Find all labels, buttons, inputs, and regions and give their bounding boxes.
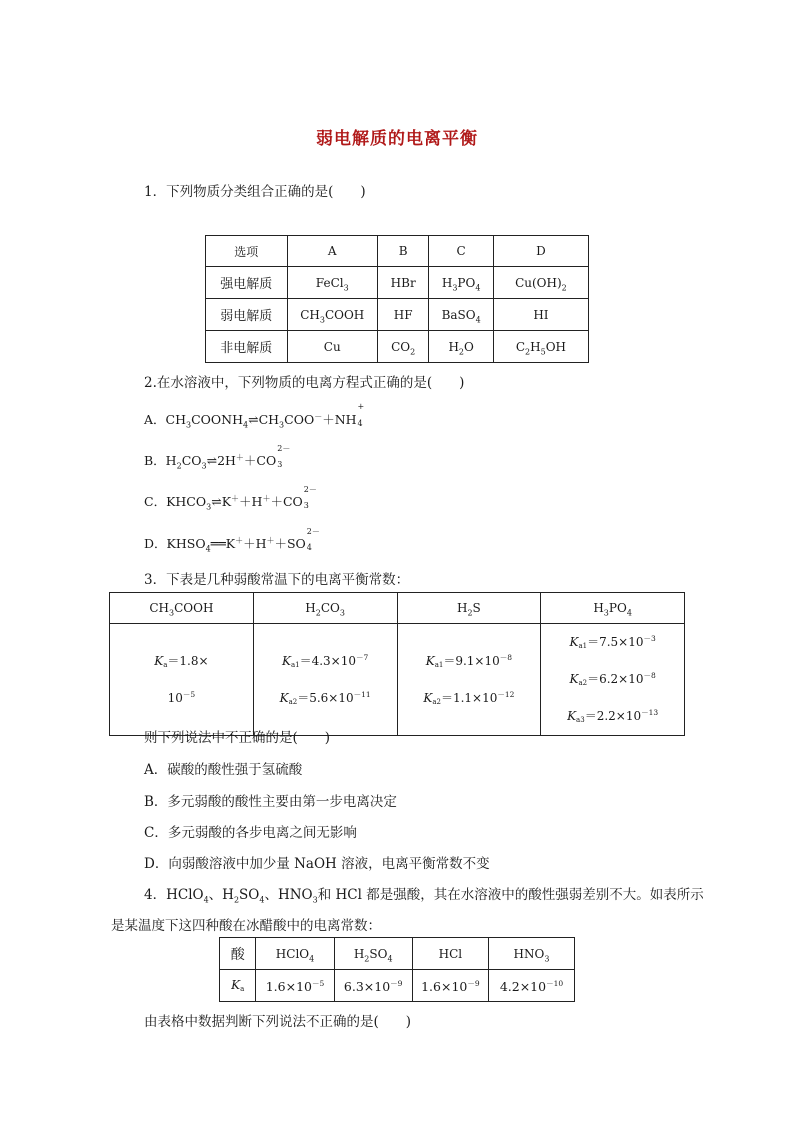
q1-header-cell: B	[377, 236, 428, 267]
q1-cell: HBr	[377, 267, 428, 299]
q2-option-c: C．$KHCO_3\rightleftharpoons K^++H^++CO$ 2－ 3	[144, 485, 317, 512]
q4-value-cell: $1.6\times 10^{-9}$	[412, 970, 488, 1002]
q4-value-cell: $1.6\times 10^{-5}$	[256, 970, 334, 1002]
q1-cell: $H_3PO_4$	[429, 267, 493, 299]
q4-table	[219, 937, 575, 1002]
q3-option-d: D．向弱酸溶液中加少量 NaOH 溶液，电离平衡常数不变	[144, 856, 490, 872]
q1-header-cell: 选项	[206, 236, 288, 267]
q2-option-b: B．$H_2CO_3\rightleftharpoons 2H^++CO$ 2－ 3	[144, 444, 291, 471]
q4-row-label-acid: 酸	[220, 938, 256, 970]
q3-header-cell: $H_2S$	[397, 593, 541, 624]
q1-header-cell: C	[429, 236, 493, 267]
q1-table	[205, 235, 589, 363]
q1-cell: FeCl$_3$	[287, 267, 377, 299]
q1-cell: HI	[493, 299, 588, 331]
q3-value-cell: $Ka1=4.3\times 10^{-7}$ $Ka2=5.6\times 10^{-11}$	[253, 624, 397, 736]
q3-table	[109, 592, 685, 736]
q4-acid-cell: $HNO_3$	[488, 938, 574, 970]
q3-value-cell: $Ka1=7.5\times 10^{-3}$ $Ka2=6.2\times 10^{-8}$ $Ka3=2.2\times 10^{-13}$	[541, 624, 685, 736]
q1-cell: $C_2H_5OH$	[493, 331, 588, 363]
q4-stem-line1: 4．HClO$_4$、$H_2SO_4$、$HNO_3$和 HCl 都是强酸，其在水溶液中的酸性强弱差别不大。如表所示	[144, 887, 704, 905]
q1-cell: BaSO$_4$	[429, 299, 493, 331]
q1-cell: $CH_3COOH$	[287, 299, 377, 331]
q4-acid-cell: $H_2SO_4$	[334, 938, 412, 970]
q3-value-cell: Ka＝1.8× $10^{-5}$	[110, 624, 254, 736]
q4-followup: 由表格中数据判断下列说法不正确的是( )	[144, 1014, 412, 1030]
q2-stem: 2.在水溶液中，下列物质的电离方程式正确的是( )	[144, 375, 465, 391]
q1-cell: $CO_2$	[377, 331, 428, 363]
q1-row-label: 弱电解质	[206, 299, 288, 331]
q1-cell: Cu	[287, 331, 377, 363]
q1-row-label: 强电解质	[206, 267, 288, 299]
q3-stem: 3．下表是几种弱酸常温下的电离平衡常数：	[144, 572, 410, 588]
q2-option-d: D．$KHSO_4══K^++H^++SO$ 2－ 4	[144, 527, 320, 554]
q3-value-cell: $Ka1=9.1\times 10^{-8}$ $Ka2=1.1\times 10^{-12}$	[397, 624, 541, 736]
q1-row-label: 非电解质	[206, 331, 288, 363]
q4-acid-cell: HCl	[412, 938, 488, 970]
q3-option-a: A．碳酸的酸性强于氢硫酸	[144, 762, 303, 778]
q3-header-cell: $H_3PO_4$	[541, 593, 685, 624]
q4-value-cell: $6.3\times 10^{-9}$	[334, 970, 412, 1002]
q3-option-b: B．多元弱酸的酸性主要由第一步电离决定	[144, 794, 397, 810]
q3-followup: 则下列说法中不正确的是( )	[144, 730, 331, 746]
q3-header-cell: $H_2CO_3$	[253, 593, 397, 624]
q4-row-label-k: Ka	[220, 970, 256, 1002]
q1-cell: HF	[377, 299, 428, 331]
page-title: 弱电解质的电离平衡	[316, 129, 478, 149]
q3-option-c: C．多元弱酸的各步电离之间无影响	[144, 825, 357, 841]
q4-value-cell: $4.2\times 10^{-10}$	[488, 970, 574, 1002]
q3-header-cell: $CH_3COOH$	[110, 593, 254, 624]
q1-stem: 1．下列物质分类组合正确的是( )	[144, 184, 366, 200]
q4-acid-cell: HClO$_4$	[256, 938, 334, 970]
q4-stem-line2: 是某温度下这四种酸在冰醋酸中的电离常数：	[111, 918, 381, 934]
q2-option-a: A．$CH_3COONH_4\rightleftharpoons CH_3COO^-+NH$ + 4	[144, 402, 365, 430]
q1-header-cell: D	[493, 236, 588, 267]
q1-cell: $H_2O$	[429, 331, 493, 363]
q1-cell: $Cu(OH)_2$	[493, 267, 588, 299]
q1-header-cell: A	[287, 236, 377, 267]
